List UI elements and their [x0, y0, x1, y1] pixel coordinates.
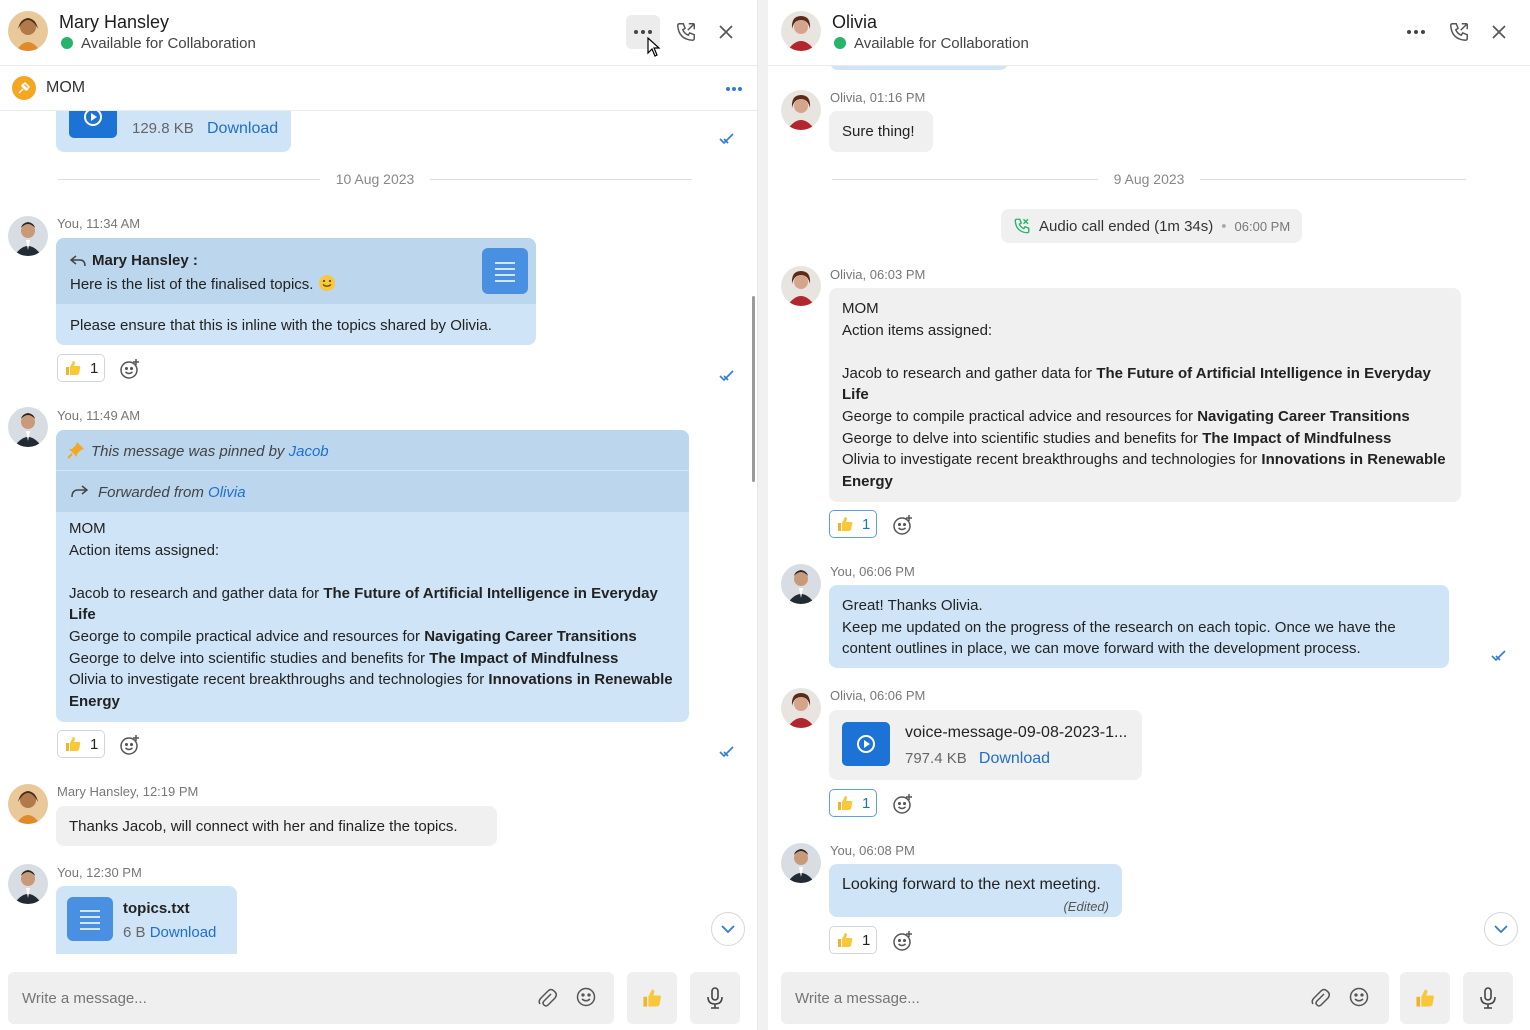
message-meta: Olivia, 06:06 PM: [830, 688, 926, 703]
group-icon: [12, 76, 36, 100]
emoji-icon[interactable]: [1349, 987, 1369, 1007]
mic-icon: [706, 987, 724, 1009]
call-text: Audio call ended (1m 34s): [1039, 217, 1214, 235]
contact-name[interactable]: Olivia: [832, 12, 878, 32]
message-meta: Mary Hansley, 12:19 PM: [57, 784, 199, 799]
group-name: MOM: [46, 79, 86, 96]
add-reaction-icon[interactable]: [892, 514, 914, 536]
call-button[interactable]: [669, 15, 703, 49]
pane-divider[interactable]: [758, 0, 768, 1030]
forward-icon: [70, 484, 88, 498]
more-icon: [633, 29, 653, 35]
pin-icon: [67, 441, 85, 459]
file-size: 6 B: [123, 924, 146, 941]
download-link[interactable]: Download: [978, 750, 1051, 767]
file-size: 797.4 KB: [905, 750, 967, 767]
reply-icon: [70, 254, 86, 268]
chat-pane-mary: [0, 0, 758, 1030]
file-bubble[interactable]: [56, 886, 237, 954]
close-icon: [718, 24, 734, 40]
add-reaction-icon[interactable]: [119, 734, 141, 756]
more-icon: [1406, 29, 1426, 35]
message-bubble[interactable]: [829, 111, 933, 152]
close-icon: [1491, 24, 1507, 40]
message-text: Thanks Jacob, will connect with her and finalize the topics.: [69, 818, 458, 835]
file-icon: [67, 897, 113, 941]
message-bubble[interactable]: [829, 288, 1461, 502]
message-composer[interactable]: [8, 972, 614, 1024]
add-reaction-icon[interactable]: [892, 793, 914, 815]
download-link[interactable]: Download: [207, 120, 279, 137]
pinned-banner: This message was pinned by Jacob: [56, 430, 689, 471]
status-text: Available for Collaboration: [81, 35, 256, 52]
scroll-to-bottom-button[interactable]: [711, 912, 745, 946]
thumbs-up-icon: [836, 794, 854, 812]
file-name: voice-message-09-08-2023-1...: [905, 724, 1128, 741]
emoji-icon[interactable]: [576, 987, 596, 1007]
call-button[interactable]: [1442, 15, 1476, 49]
thumbs-up-icon: [836, 931, 854, 949]
more-options-button[interactable]: [1399, 15, 1433, 49]
thumbs-up-icon: [1414, 987, 1436, 1009]
group-bar[interactable]: [0, 66, 757, 111]
chat-header: [768, 0, 1530, 66]
edited-label: (Edited): [1063, 899, 1109, 914]
add-reaction-icon[interactable]: [119, 358, 141, 380]
message-meta: Olivia, 06:03 PM: [830, 267, 926, 282]
date-separator: 10 Aug 2023: [58, 169, 692, 189]
attach-icon[interactable]: [1310, 988, 1330, 1008]
message-meta: You, 06:06 PM: [830, 564, 915, 579]
message-text: MOM Action items assigned: Jacob to research and gather data for The Future of Artificial Intelligence in Everyday Life George to compile practical advice and resources for Navigating Career Transitions George to delve into scientific studies and benefits for The Impact of Mindfulness Olivia to investigate recent breakthroughs and technologies for Innovations in Renewable Energy: [69, 520, 673, 710]
avatar-olivia[interactable]: [781, 11, 821, 51]
download-link[interactable]: Download: [149, 924, 217, 941]
avatar-you[interactable]: [8, 407, 48, 447]
status-dot: [834, 37, 846, 49]
message-input[interactable]: [781, 972, 1281, 1024]
message-bubble[interactable]: [56, 806, 497, 846]
message-bubble[interactable]: [829, 585, 1449, 668]
contact-name[interactable]: Mary Hansley: [59, 12, 170, 32]
call-ended-icon: [1013, 217, 1031, 235]
voice-file-bubble[interactable]: [829, 710, 1142, 780]
reaction-chip[interactable]: 1: [57, 730, 105, 758]
send-thumbs-up-button[interactable]: [1400, 972, 1450, 1024]
pinned-by-link[interactable]: Jacob: [288, 443, 329, 460]
more-icon: [725, 86, 743, 92]
status-dot: [61, 37, 73, 49]
contact-status: [61, 35, 256, 52]
status-text: Available for Collaboration: [854, 35, 1029, 52]
message-text: MOM Action items assigned: Jacob to research and gather data for The Future of Artificial Intelligence in Everyday Life George to compile practical advice and resources for Navigating Career Transitions George to delve into scientific studies and benefits for The Impact of Mindfulness Olivia to investigate recent breakthroughs and technologies for Innovations in Renewable Energy: [842, 300, 1446, 490]
message-bubble[interactable]: [829, 864, 1122, 917]
scrollbar-thumb[interactable]: [752, 296, 755, 482]
send-thumbs-up-button[interactable]: [627, 972, 677, 1024]
play-button[interactable]: [842, 722, 890, 766]
reaction-chip[interactable]: 1: [57, 354, 105, 382]
chevron-down-icon: [1494, 925, 1508, 934]
avatar-olivia[interactable]: [781, 90, 821, 130]
message-text: Please ensure that this is inline with the topics shared by Olivia.: [70, 317, 492, 334]
add-reaction-icon[interactable]: [892, 930, 914, 952]
chat-pane-olivia: [768, 0, 1530, 1030]
scroll-to-bottom-button[interactable]: [1484, 912, 1518, 946]
file-size: 129.8 KB: [132, 120, 194, 137]
call-event: Audio call ended (1m 34s) • 06:00 PM: [1001, 209, 1302, 243]
message-meta: Olivia, 01:16 PM: [830, 90, 926, 105]
thumbs-up-icon: [64, 735, 82, 753]
message-meta: You, 11:49 AM: [57, 408, 141, 423]
chat-header: [0, 0, 757, 66]
message-text: Sure thing!: [842, 123, 915, 140]
forwarded-from-link[interactable]: Olivia: [208, 484, 246, 501]
call-time: 06:00 PM: [1234, 218, 1291, 234]
chevron-down-icon: [721, 925, 735, 934]
message-bubble[interactable]: [56, 238, 536, 345]
double-check-icon: [719, 369, 735, 383]
double-check-icon: [1491, 649, 1507, 663]
call-icon: [675, 21, 697, 43]
thumbs-up-icon: [641, 987, 663, 1009]
attach-icon[interactable]: [537, 988, 557, 1008]
reaction-chip[interactable]: 1: [829, 926, 877, 954]
avatar-you[interactable]: [781, 843, 821, 883]
message-composer[interactable]: [781, 972, 1389, 1024]
thumbs-up-icon: [836, 515, 854, 533]
reply-quote[interactable]: [56, 238, 536, 304]
group-more-button[interactable]: [725, 76, 743, 97]
avatar-you[interactable]: [8, 864, 48, 904]
double-check-icon: [719, 132, 735, 146]
contact-status: [834, 35, 1029, 52]
file-icon: [482, 248, 528, 294]
reply-text: Here is the list of the finalised topics.: [70, 276, 314, 293]
avatar-you[interactable]: [8, 216, 48, 256]
play-icon: [856, 734, 876, 754]
avatar-you[interactable]: [781, 564, 821, 604]
reply-author: Mary Hansley :: [92, 252, 198, 269]
message-meta: You, 11:34 AM: [57, 216, 141, 231]
call-icon: [1448, 21, 1470, 43]
reaction-chip[interactable]: 1: [829, 789, 877, 817]
close-button[interactable]: [1482, 15, 1516, 49]
avatar-olivia[interactable]: [781, 688, 821, 728]
voice-record-button[interactable]: [1463, 972, 1513, 1024]
voice-record-button[interactable]: [690, 972, 740, 1024]
date-separator: 9 Aug 2023: [832, 169, 1466, 189]
mouse-cursor-icon: [647, 37, 661, 57]
message-meta: You, 06:08 PM: [830, 843, 915, 858]
message-text: Great! Thanks Olivia. Keep me updated on the progress of the research on each topic. Once we have the content outlines in place, we can move forward with the development process.: [842, 597, 1396, 658]
avatar-mary[interactable]: [8, 784, 48, 824]
close-button[interactable]: [709, 15, 743, 49]
message-input[interactable]: [8, 972, 508, 1024]
avatar-mary[interactable]: [8, 11, 48, 51]
forwarded-banner: Forwarded from Olivia: [56, 471, 689, 512]
message-text: Looking forward to the next meeting.: [842, 876, 1101, 893]
smile-emoji-icon: [318, 274, 336, 292]
avatar-olivia[interactable]: [781, 266, 821, 306]
reaction-chip[interactable]: 1: [829, 510, 877, 538]
message-meta: You, 12:30 PM: [57, 865, 142, 880]
double-check-icon: [719, 745, 735, 759]
mic-icon: [1479, 987, 1497, 1009]
file-name: topics.txt: [123, 900, 190, 917]
thumbs-up-icon: [64, 359, 82, 377]
message-bubble[interactable]: [56, 430, 689, 722]
